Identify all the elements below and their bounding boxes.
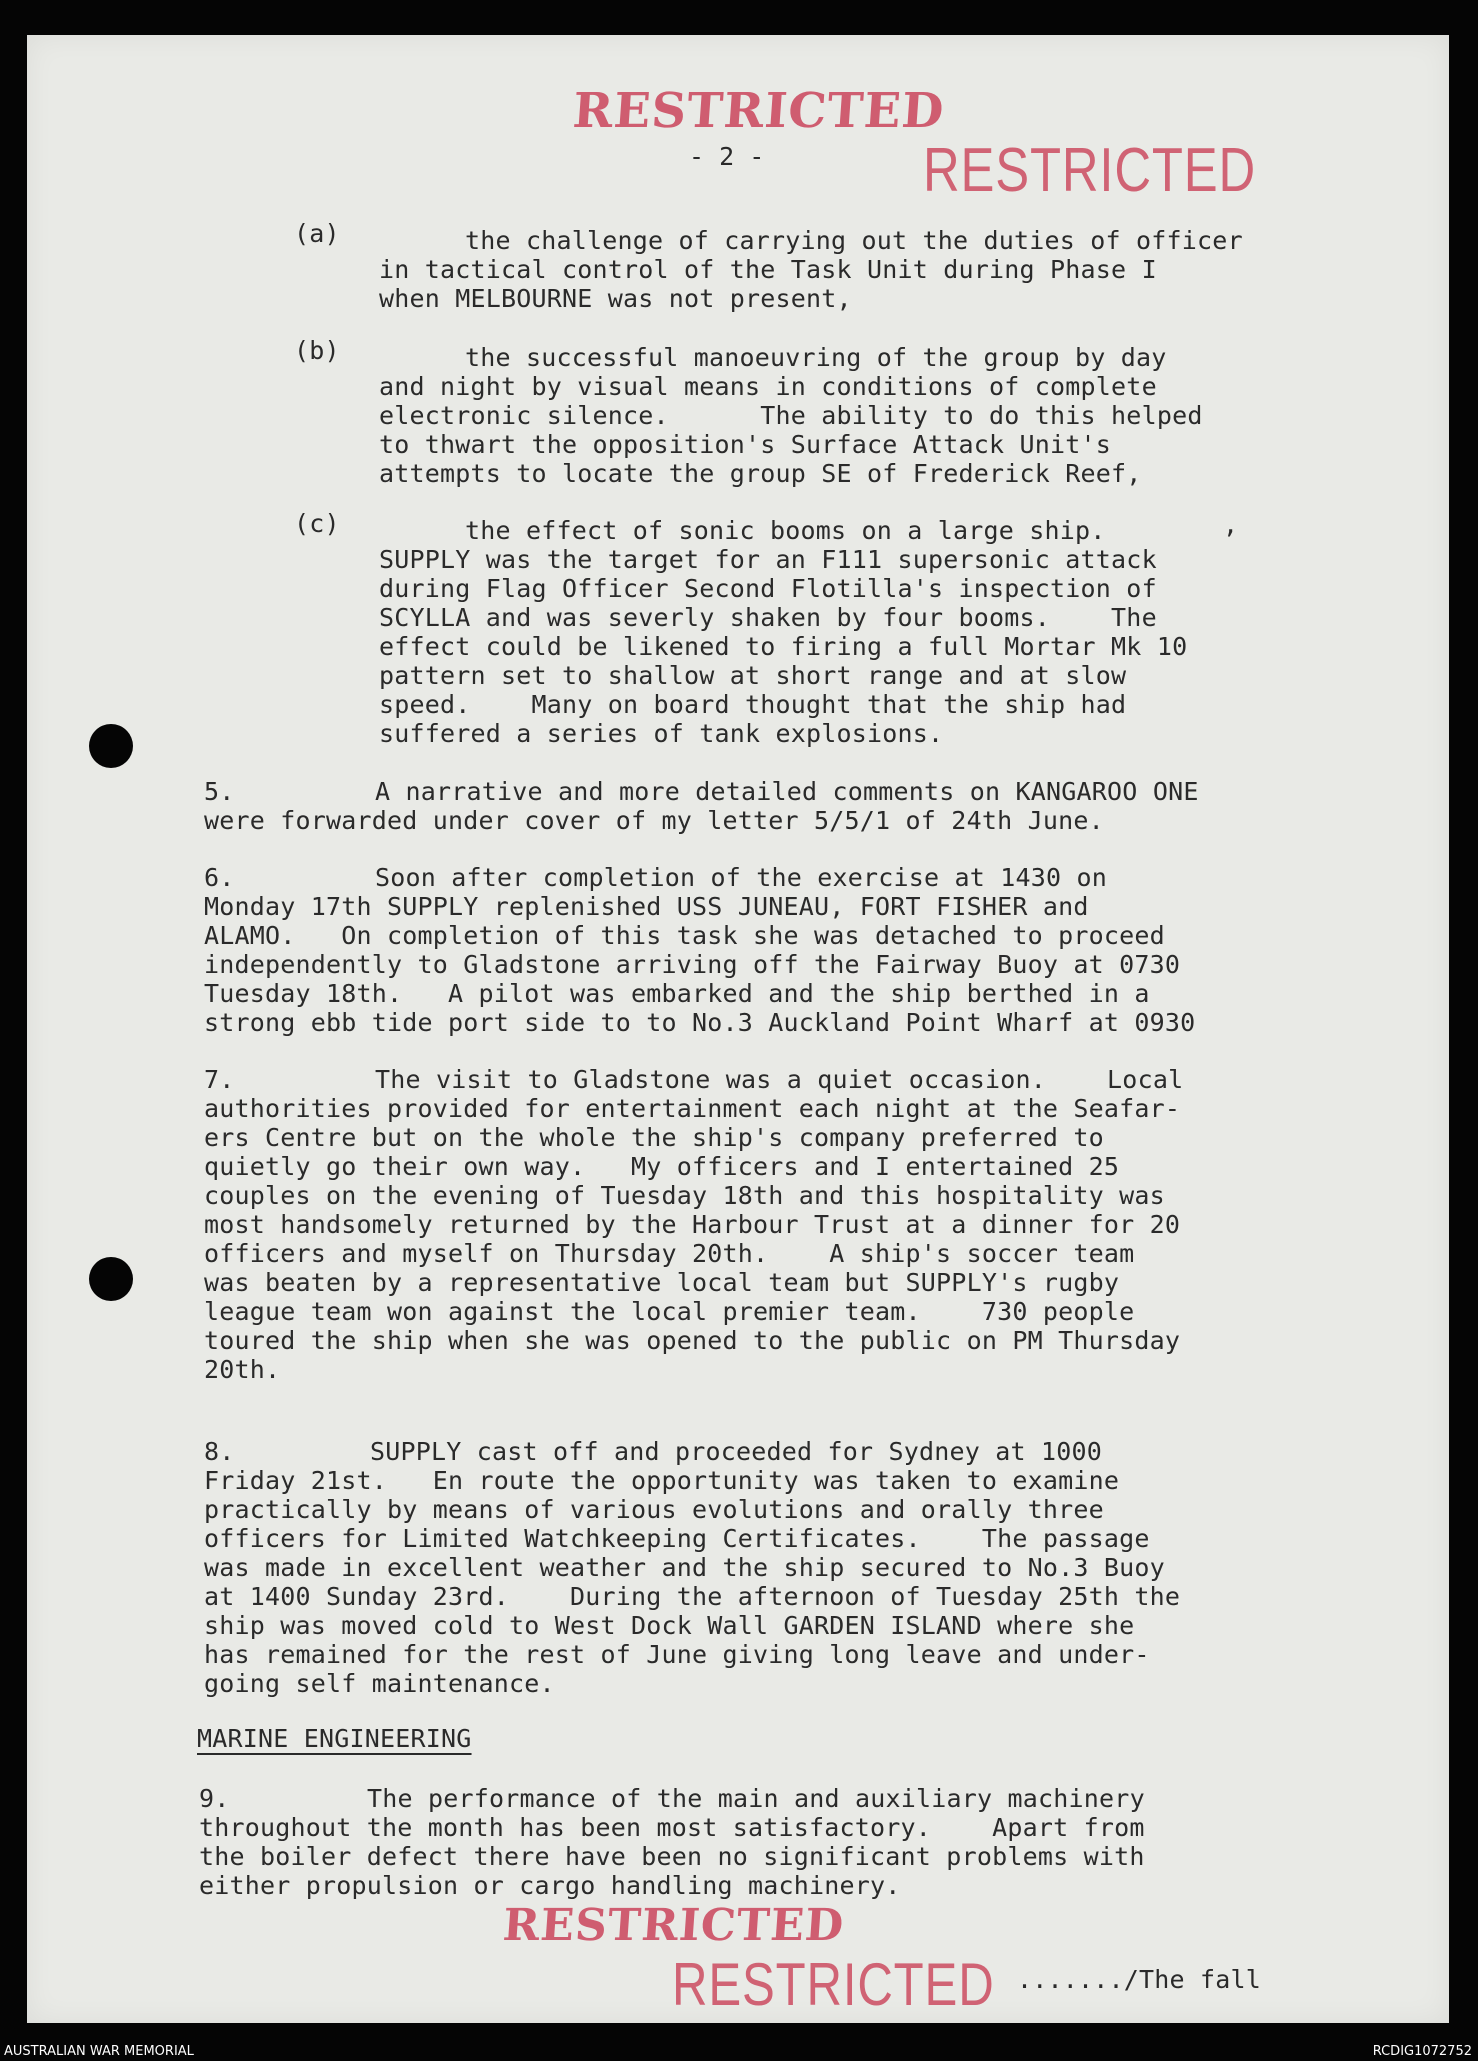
item-label-b: (b)	[294, 336, 340, 365]
paragraph-9-line-1: The performance of the main and auxiliary machinery	[367, 1784, 1145, 1813]
paragraph-7-line-8: was beaten by a representative local team but SUPPLY's rugby	[204, 1268, 1120, 1297]
restricted-stamp-top-left: RESTRICTED	[571, 83, 947, 139]
page-number: - 2 -	[689, 142, 765, 171]
punch-hole-top	[89, 724, 133, 768]
paragraph-7-line-3: ers Centre but on the whole the ship's company preferred to	[204, 1123, 1104, 1152]
punch-hole-bottom	[89, 1257, 133, 1301]
footer-left: AUSTRALIAN WAR MEMORIAL	[4, 2044, 194, 2059]
paragraph-8-line-4: officers for Limited Watchkeeping Certificates. The passage	[204, 1524, 1150, 1553]
item-c-line-8: suffered a series of tank explosions.	[379, 719, 944, 748]
section-heading-marine-engineering: MARINE ENGINEERING	[197, 1724, 472, 1753]
paragraph-9-line-3: the boiler defect there have been no significant problems with	[199, 1842, 1145, 1871]
paragraph-6-line-1: Soon after completion of the exercise at 1430 on	[375, 863, 1108, 892]
paragraph-8-line-9: going self maintenance.	[204, 1669, 555, 1698]
paragraph-8-line-8: has remained for the rest of June giving long leave and under-	[204, 1640, 1150, 1669]
item-c-line-5: effect could be likened to firing a full Mortar Mk 10	[379, 632, 1188, 661]
paragraph-7-line-11: 20th.	[204, 1355, 281, 1384]
paragraph-8-line-1: SUPPLY cast off and proceeded for Sydney at 1000	[370, 1437, 1103, 1466]
document-page	[27, 35, 1449, 2023]
paragraph-5-number: 5.	[204, 777, 235, 806]
paragraph-8-line-3: practically by means of various evolutions and orally three	[204, 1495, 1104, 1524]
comma-mark: ,	[1223, 510, 1239, 539]
paragraph-8-line-2: Friday 21st. En route the opportunity was taken to examine	[204, 1466, 1120, 1495]
paragraph-7-line-2: authorities provided for entertainment each night at the Seafar-	[204, 1094, 1181, 1123]
paragraph-8-number: 8.	[204, 1437, 235, 1466]
paragraph-7-line-1: The visit to Gladstone was a quiet occasion. Local	[375, 1065, 1184, 1094]
paragraph-7-line-7: officers and myself on Thursday 20th. A ship's soccer team	[204, 1239, 1135, 1268]
item-c-line-2: SUPPLY was the target for an F111 supersonic attack	[379, 545, 1157, 574]
paragraph-9-number: 9.	[199, 1784, 230, 1813]
item-b-line-5: attempts to locate the group SE of Frederick Reef,	[379, 459, 1142, 488]
item-a-line-3: when MELBOURNE was not present,	[379, 284, 852, 313]
paragraph-8-line-6: at 1400 Sunday 23rd. During the afternoon of Tuesday 25th the	[204, 1582, 1181, 1611]
paragraph-5-line-2: were forwarded under cover of my letter 5/5/1 of 24th June.	[204, 806, 1104, 835]
item-a-line-2: in tactical control of the Task Unit during Phase I	[379, 255, 1157, 284]
paragraph-6-line-3: ALAMO. On completion of this task she was detached to proceed	[204, 921, 1165, 950]
footer-right: RCDIG1072752	[1372, 2044, 1472, 2059]
paragraph-7-line-10: toured the ship when she was opened to the public on PM Thursday	[204, 1326, 1181, 1355]
paragraph-6-line-6: strong ebb tide port side to to No.3 Auckland Point Wharf at 0930	[204, 1008, 1196, 1037]
paragraph-7-number: 7.	[204, 1065, 235, 1094]
paragraph-6-line-4: independently to Gladstone arriving off the Fairway Buoy at 0730	[204, 950, 1181, 979]
paragraph-7-line-4: quietly go their own way. My officers and I entertained 25	[204, 1152, 1120, 1181]
item-b-line-2: and night by visual means in conditions of complete	[379, 372, 1157, 401]
paragraph-7-line-6: most handsomely returned by the Harbour Trust at a dinner for 20	[204, 1210, 1181, 1239]
item-c-line-4: SCYLLA and was severly shaken by four booms. The	[379, 603, 1157, 632]
paragraph-8-line-7: ship was moved cold to West Dock Wall GARDEN ISLAND where she	[204, 1611, 1135, 1640]
paragraph-7-line-5: couples on the evening of Tuesday 18th and this hospitality was	[204, 1181, 1165, 1210]
paragraph-9-line-2: throughout the month has been most satisfactory. Apart from	[199, 1813, 1145, 1842]
item-c-line-6: pattern set to shallow at short range and at slow	[379, 661, 1127, 690]
item-c-line-3: during Flag Officer Second Flotilla's inspection of	[379, 574, 1157, 603]
item-b-line-3: electronic silence. The ability to do this helped	[379, 401, 1203, 430]
paragraph-8-line-5: was made in excellent weather and the ship secured to No.3 Buoy	[204, 1553, 1165, 1582]
item-a-line-1: the challenge of carrying out the duties of officer	[465, 226, 1243, 255]
item-label-c: (c)	[294, 509, 340, 538]
paragraph-7-line-9: league team won against the local premier team. 730 people	[204, 1297, 1135, 1326]
item-c-line-1: the effect of sonic booms on a large ship.	[465, 516, 1106, 545]
restricted-stamp-top-right: RESTRICTED	[923, 136, 1257, 205]
paragraph-6-line-5: Tuesday 18th. A pilot was embarked and the ship berthed in a	[204, 979, 1150, 1008]
item-b-line-1: the successful manoeuvring of the group by day	[465, 343, 1167, 372]
paragraph-9-line-4: either propulsion or cargo handling machinery.	[199, 1871, 901, 1900]
item-c-line-7: speed. Many on board thought that the ship had	[379, 690, 1127, 719]
paragraph-6-number: 6.	[204, 863, 235, 892]
item-b-line-4: to thwart the opposition's Surface Attack Unit's	[379, 430, 1112, 459]
restricted-stamp-bottom-right: RESTRICTED	[672, 1951, 995, 2018]
paragraph-6-line-2: Monday 17th SUPPLY replenished USS JUNEAU, FORT FISHER and	[204, 892, 1089, 921]
continuation-text: ......./The fall	[1017, 1965, 1262, 1994]
item-label-a: (a)	[294, 219, 340, 248]
restricted-stamp-bottom-left: RESTRICTED	[501, 1900, 847, 1951]
paragraph-5-line-1: A narrative and more detailed comments on KANGAROO ONE	[375, 777, 1199, 806]
